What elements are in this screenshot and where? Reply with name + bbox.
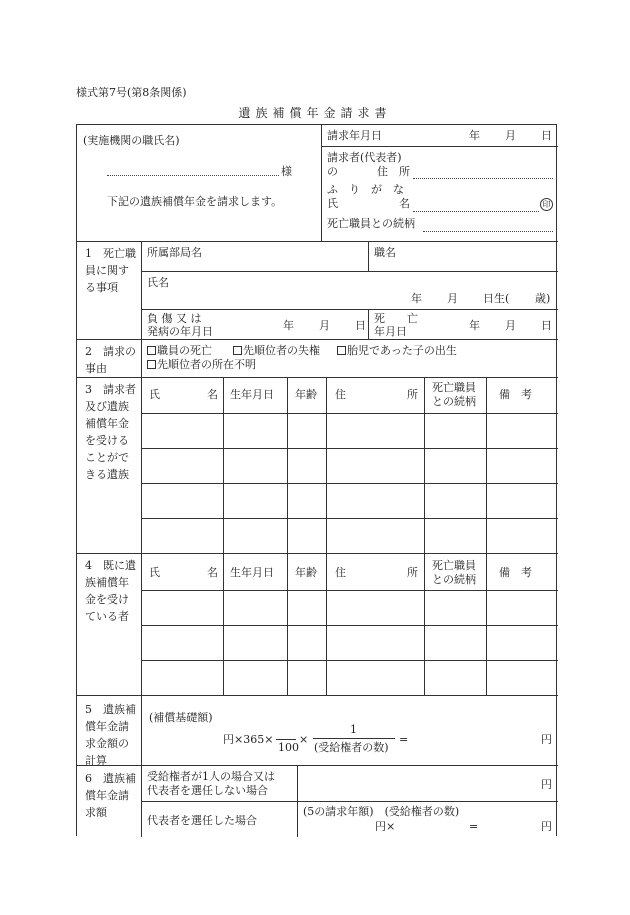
request-text: 下記の遺族補償年金を請求します。 bbox=[107, 195, 283, 208]
claimant-name-field[interactable] bbox=[413, 211, 539, 212]
section-6-label: 6 遺族補償年金請求額 bbox=[85, 772, 136, 819]
claimant-label: 請求者(代表者) bbox=[327, 151, 402, 164]
relation-field[interactable] bbox=[423, 231, 553, 232]
form-number: 様式第7号(第8条関係) bbox=[76, 86, 187, 99]
section-3-label: 3 請求者及び遺族補償年金を受けることができる遺族 bbox=[85, 383, 136, 481]
honorific: 様 bbox=[281, 165, 292, 178]
seal-icon: 印 bbox=[540, 198, 553, 211]
section-5-label: 5 遺族補償年金請求金額の計算 bbox=[85, 703, 136, 767]
addressee-line[interactable] bbox=[107, 175, 279, 176]
section-1-label: 1 死亡職員に関する事項 bbox=[85, 247, 136, 294]
checkbox-icon[interactable] bbox=[337, 346, 346, 355]
reason-option[interactable]: 先順位者の失権 bbox=[233, 344, 320, 358]
claimant-address-field[interactable] bbox=[413, 178, 553, 179]
checkbox-icon[interactable] bbox=[233, 346, 242, 355]
section-4-label: 4 既に遺族補償年金を受けている者 bbox=[85, 559, 136, 623]
claim-date-label: 請求年月日 bbox=[327, 129, 382, 142]
reason-option[interactable]: 先順位者の所在不明 bbox=[147, 358, 256, 372]
addressee-label: (実施機関の職氏名) bbox=[83, 134, 180, 147]
checkbox-icon[interactable] bbox=[147, 346, 156, 355]
reason-option[interactable]: 胎児であった子の出生 bbox=[337, 344, 457, 358]
form-title: 遺族補償年金請求書 bbox=[238, 106, 392, 120]
form-frame: (実施機関の職氏名) 様 下記の遺族補償年金を請求します。 請求年月日 年 月 日 請求者(代表者) の 住 所 ふ り が な 氏 名 印 死亡職員との続柄 1 死亡職員に関する事項 所属部局名 職名 氏名 年 月 日生( 歳) 負 傷 又 は 発病の年月日 年 月 日 死 亡 年月日 年 月 日 2 請求の事由 職員の死亡 先順位者の失権 胎児であった子の出生 先順位者の所在不明 3 請求者及び遺族補償年金を受けることができる遺族 氏 名 生年月日 年齢 住 所 死亡職員 との続柄 備 考 4 既に遺族補償年金を受けている者 氏 名 生年月日 年齢 住 所 死亡職員 との続柄 備 考 5 遺族補償年金請求金額の計算 (補償基礎額) 円×365× 100 × 1 (受給権者の数) = 円 6 遺族補償年金請求額 受給権者が1人の場合又は 代表者を選任しない場合 円 代表者を選任した場合 (5の請求年額) (受給権者の数) 円× = 円 bbox=[76, 124, 557, 836]
section-2-label: 2 請求の事由 bbox=[85, 345, 136, 375]
checkbox-icon[interactable] bbox=[147, 360, 156, 369]
reason-option[interactable]: 職員の死亡 bbox=[147, 344, 212, 358]
divider bbox=[321, 125, 322, 241]
